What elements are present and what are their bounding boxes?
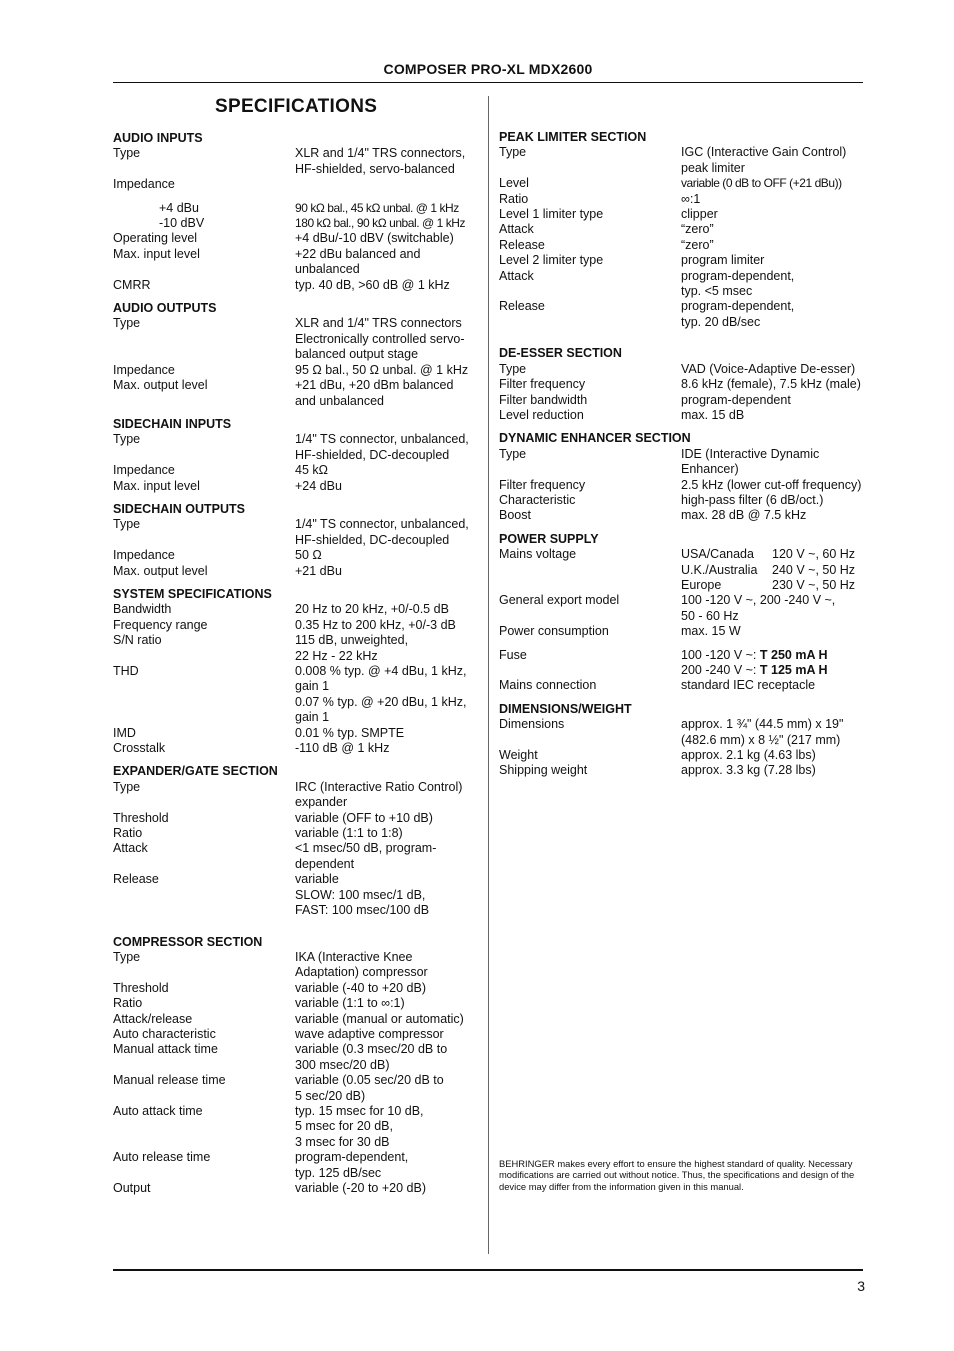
spec-row [113,201,483,216]
spec-value: IDE (Interactive Dynamic Enhancer) [681,446,820,477]
section-title: DYNAMIC ENHANCER SECTION [499,431,691,446]
spec-label: Max. output level [113,563,208,578]
spacer [499,524,869,532]
spec-row [113,363,483,378]
spec-label: Release [499,237,545,252]
spec-row [499,269,869,300]
spec-value: variable (0.05 sec/20 dB to 5 sec/20 dB) [295,1073,444,1103]
spec-value: +22 dBu balanced and unbalanced [295,246,421,277]
spec-label: Level 1 limiter type [499,207,604,222]
spec-label: Filter frequency [499,477,586,492]
spec-section [499,431,869,523]
spec-value: VAD (Voice-Adaptive De-esser) [681,361,856,376]
spec-row [499,547,869,593]
section-title: POWER SUPPLY [499,531,599,546]
spec-label: Type [113,949,141,964]
spec-value: 8.6 kHz (female), 7.5 kHz (male) [681,377,861,392]
spec-section [113,764,483,918]
spec-row [113,664,483,726]
spec-row [113,247,483,278]
spec-value: program limiter [681,253,765,268]
spec-row [499,145,869,176]
mains-region: Europe [681,577,722,592]
spec-label: Impedance [113,548,175,563]
header-rule [113,82,863,83]
spec-label: Type [113,316,141,331]
spec-label: Attack [499,222,534,237]
fuse-line [681,663,869,678]
spec-label: Filter frequency [499,377,586,392]
spec-row [113,981,483,996]
spec-row [113,841,483,872]
spec-row [499,393,869,408]
section-title: AUDIO INPUTS [113,131,203,145]
spec-row [113,278,483,293]
section-title: SYSTEM SPECIFICATIONS [113,586,272,601]
spec-value: “zero” [681,222,714,237]
spec-row [499,624,869,639]
spacer [499,694,869,702]
spec-row [113,231,483,246]
spec-row [113,1012,483,1027]
spec-value: 0.35 Hz to 200 kHz, +0/-3 dB [295,617,456,632]
spec-label: Filter bandwidth [499,392,588,407]
spec-label: Mains voltage [499,547,577,562]
spec-row [113,378,483,409]
spec-value: typ. 15 msec for 10 dB, 5 msec for 20 dB, 3 msec for 30 dB [295,1103,424,1149]
spec-value: IGC (Interactive Gain Control) peak limiter [681,145,847,175]
spec-row [113,216,483,231]
spec-value: <1 msec/50 dB, program- dependent [295,841,437,871]
spec-value: variable (0.3 msec/20 dB to 300 msec/20 dB) [295,1042,448,1072]
spec-row [499,748,869,763]
spec-section [113,502,483,579]
spec-row [113,479,483,494]
spec-value: 45 kΩ [295,463,328,478]
spec-label: Operating level [113,231,198,246]
spec-value: program-dependent, typ. 125 dB/sec [295,1150,409,1180]
spec-row [113,548,483,563]
spec-label: Release [499,299,545,314]
section-title: EXPANDER/GATE SECTION [113,764,278,779]
spec-label: Manual release time [113,1073,226,1088]
section-title: SIDECHAIN INPUTS [113,416,232,431]
spec-row [113,432,483,463]
spacer [113,494,483,502]
section-title: DIMENSIONS/WEIGHT [499,701,632,716]
spec-label: Ratio [499,191,529,206]
spec-label: Type [113,146,141,161]
page-title: SPECIFICATIONS [215,96,378,117]
spec-label: Attack [113,841,148,856]
page-number: 3 [857,1278,865,1294]
spec-value: approx. 2.1 kg (4.63 lbs) [681,748,816,763]
spec-row [113,564,483,579]
spec-row [499,253,869,268]
spec-value: high-pass filter (6 dB/oct.) [681,492,824,507]
spec-row [499,593,869,624]
spec-row [499,508,869,523]
spacer [113,579,483,587]
spec-value: 90 kΩ bal., 45 kΩ unbal. @ 1 kHz [295,200,459,215]
spec-section [113,131,483,293]
fuse-range: 100 -120 V ~: [681,647,760,662]
spec-value: XLR and 1/4" TRS connectors Electronically controlled servo- balanced output stage [295,316,465,362]
spec-label: Type [113,779,141,794]
spec-row [113,726,483,741]
spec-value: typ. 40 dB, >60 dB @ 1 kHz [295,277,450,292]
spec-value: +21 dBu [295,563,342,578]
spec-row [499,678,869,693]
spec-label: Max. output level [113,378,208,393]
spacer [113,293,483,301]
spec-value: IKA (Interactive Knee Adaptation) compressor [295,949,428,980]
spec-value: 1/4" TS connector, unbalanced, HF-shielded, DC-decoupled [295,517,469,547]
spec-section [113,417,483,494]
spec-row [113,517,483,548]
spec-label: IMD [113,725,136,740]
spec-label: Characteristic [499,492,576,507]
spec-row [499,299,869,330]
spec-row [113,1027,483,1042]
spec-value: 115 dB, unweighted, 22 Hz - 22 kHz [295,633,409,663]
section-title: AUDIO OUTPUTS [113,301,217,316]
spacer [499,640,869,648]
spec-label: Auto characteristic [113,1026,216,1041]
spec-row [499,717,869,748]
spec-row [499,377,869,392]
spec-label: Weight [499,748,538,763]
spec-section [499,130,869,330]
spec-label: THD [113,664,139,678]
spec-label: Manual attack time [113,1042,218,1057]
mains-region: U.K./Australia [681,562,758,577]
footer-rule [113,1269,863,1271]
spec-row [499,176,869,191]
column-divider [488,96,489,1254]
fuse-values [681,648,869,679]
mains-voltage: 230 V ~, 50 Hz [772,577,856,592]
spec-value: variable (0 dB to OFF (+21 dBu)) [681,176,842,191]
spec-section [499,532,869,694]
spec-label: Type [499,361,527,376]
spec-row [113,618,483,633]
mains-voltage-table [681,547,869,593]
spec-label: Threshold [113,980,169,995]
spec-section [113,587,483,756]
spec-label: Max. input level [113,246,200,261]
mains-voltage: 240 V ~, 50 Hz [772,562,856,577]
spec-row [113,1073,483,1104]
spec-label: Level [499,176,529,191]
spec-label: Level reduction [499,407,584,422]
spec-label: Impedance [113,463,175,478]
spec-value: wave adaptive compressor [295,1026,444,1041]
spec-row [499,238,869,253]
left-spec-column [113,131,483,1196]
spec-label: Power consumption [499,624,609,639]
spec-row [499,222,869,237]
spec-value: variable (OFF to +10 dB) [295,810,433,825]
spec-value: variable (-40 to +20 dB) [295,980,426,995]
fuse-line [681,648,869,663]
spec-label: Dimensions [499,717,565,732]
spec-value: standard IEC receptacle [681,678,816,693]
spec-value: “zero” [681,237,714,252]
spec-label: Type [499,446,527,461]
spec-section [499,702,869,779]
spacer [499,330,869,346]
fuse-rating: T 250 mA H [759,647,828,662]
spec-value: variable (-20 to +20 dB) [295,1181,426,1195]
spec-label: Bandwidth [113,602,172,617]
spec-label: Type [499,145,527,160]
spec-row [113,1042,483,1073]
spec-row [113,996,483,1011]
spec-value: 0.01 % typ. SMPTE [295,725,405,740]
spec-row [499,493,869,508]
spec-value: program-dependent, typ. 20 dB/sec [681,299,795,329]
spec-row [113,872,483,918]
section-title: COMPRESSOR SECTION [113,934,263,949]
spec-label: Threshold [113,810,169,825]
spec-row [113,177,483,192]
spec-row [113,1181,483,1196]
spec-row [499,408,869,423]
right-spec-column [499,130,869,779]
spec-row [113,780,483,811]
spec-row [113,146,483,177]
spec-section [499,346,869,423]
spec-row [499,192,869,207]
spec-row [113,811,483,826]
spec-label: Fuse [499,647,527,662]
spec-label: Impedance [113,177,175,192]
spec-label: Impedance [113,362,175,377]
spec-value: 0.008 % typ. @ +4 dBu, 1 kHz, gain 1 0.07 % typ. @ +20 dBu, 1 kHz, gain 1 [295,664,467,725]
spec-section [113,301,483,409]
spec-row [113,741,483,756]
section-title: DE-ESSER SECTION [499,346,622,361]
section-title: PEAK LIMITER SECTION [499,130,647,144]
spacer [113,756,483,764]
spacer [113,409,483,417]
spec-value: program-dependent, typ. <5 msec [681,268,795,299]
spec-value [295,177,483,192]
spec-value: variable (manual or automatic) [295,1011,464,1026]
spacer [113,919,483,935]
spec-label: Output [113,1181,151,1195]
disclaimer-text: BEHRINGER makes every effort to ensure the highest standard of quality. Necessary modifications are carried out without notice. Thus, the specifications and design of the device may differ from the information given in this manual. [499,1158,855,1192]
spec-row [113,602,483,617]
spec-value: approx. 3.3 kg (7.28 lbs) [681,763,816,778]
spec-row [113,1150,483,1181]
spec-row [499,362,869,377]
spec-value: max. 15 W [681,624,741,639]
spec-row [113,463,483,478]
spec-row [499,207,869,222]
spec-value: variable (1:1 to ∞:1) [295,996,405,1011]
spec-value: program-dependent [681,392,791,407]
spec-section [113,935,483,1197]
spec-label: Attack/release [113,1011,193,1026]
spec-value: 2.5 kHz (lower cut-off frequency) [681,477,862,492]
spec-label: General export model [499,593,620,608]
fuse-range: 200 -240 V ~: [681,663,760,677]
spec-row [499,447,869,478]
spec-label: Crosstalk [113,741,166,756]
spec-value: 100 -120 V ~, 200 -240 V ~, 50 - 60 Hz [681,593,836,623]
spec-label: Max. input level [113,478,200,493]
spec-label: -10 dBV [159,216,205,231]
spec-value: +4 dBu/-10 dBV (switchable) [295,231,454,246]
spec-label: Frequency range [113,617,208,632]
spec-row [113,950,483,981]
spec-value: 1/4" TS connector, unbalanced, HF-shielded, DC-decoupled [295,432,469,462]
spec-label: Type [113,432,141,447]
mains-voltage: 120 V ~, 60 Hz [772,547,856,562]
spec-row [499,763,869,778]
section-title: SIDECHAIN OUTPUTS [113,501,245,516]
spec-value: variable (1:1 to 1:8) [295,826,403,841]
spec-label: Level 2 limiter type [499,253,604,268]
spec-label: +4 dBu [159,200,199,215]
spec-label: Release [113,872,159,887]
spec-label: Attack [499,268,534,283]
document-header-title: COMPOSER PRO-XL MDX2600 [383,61,593,77]
spec-label: S/N ratio [113,633,162,648]
spec-row [113,316,483,362]
spec-label: Ratio [113,826,143,841]
spec-row [499,478,869,493]
spec-label: Ratio [113,996,143,1011]
spacer [499,423,869,431]
spec-label: Auto attack time [113,1103,203,1118]
spec-label: Shipping weight [499,763,588,778]
spec-row [113,1104,483,1150]
mains-region: USA/Canada [681,547,754,562]
spec-value: 95 Ω bal., 50 Ω unbal. @ 1 kHz [295,362,469,377]
spec-value: ∞:1 [681,191,701,206]
spacer [113,193,483,201]
spec-label: Auto release time [113,1150,211,1165]
spec-value: 20 Hz to 20 kHz, +0/-0.5 dB [295,602,449,617]
spec-value: XLR and 1/4" TRS connectors, HF-shielded, servo-balanced [295,146,466,176]
spec-row [113,633,483,664]
spec-value: 50 Ω [295,548,322,563]
spec-label: CMRR [113,277,151,292]
spec-row [499,648,869,679]
spec-value: approx. 1 ¾" (44.5 mm) x 19" (482.6 mm) x 8 ½" (217 mm) [681,717,844,747]
spec-label: Type [113,517,141,532]
spec-value: -110 dB @ 1 kHz [295,741,390,756]
spec-value: 180 kΩ bal., 90 kΩ unbal. @ 1 kHz [295,216,466,231]
spec-label: Mains connection [499,678,597,693]
spec-value: max. 28 dB @ 7.5 kHz [681,508,807,523]
spec-value: max. 15 dB [681,407,745,422]
spec-value: IRC (Interactive Ratio Control) expander [295,779,463,810]
spec-row [113,826,483,841]
spec-value: clipper [681,207,718,222]
spec-value: variable SLOW: 100 msec/1 dB, FAST: 100 msec/100 dB [295,872,430,918]
fuse-rating: T 125 mA H [759,663,828,677]
spec-value: +24 dBu [295,478,342,493]
spec-label: Boost [499,508,531,523]
spec-value: +21 dBu, +20 dBm balanced and unbalanced [295,378,454,408]
